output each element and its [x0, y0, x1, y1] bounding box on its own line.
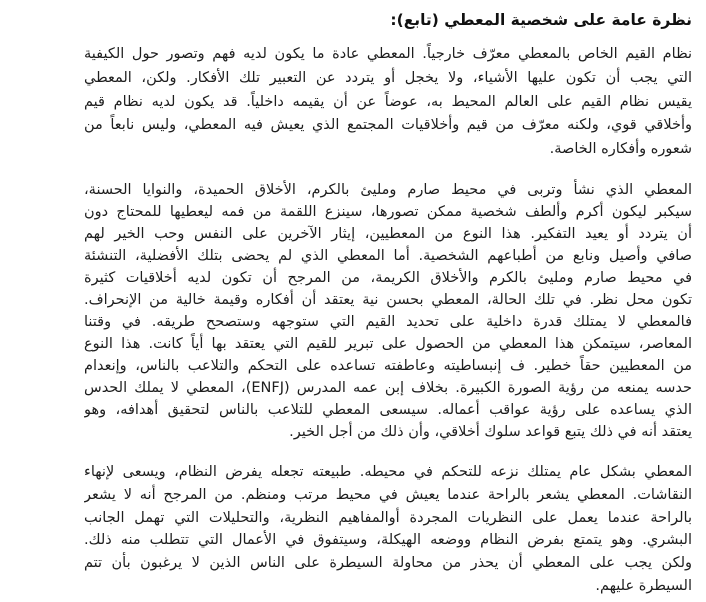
paragraph-line: وأخلاقي قوي، ولكنه معرّف من قيم وأخلاقيات المجتمع الذي يعيش فيه المعطي، وليس نابعاً من — [84, 117, 692, 134]
paragraph-line: صافي وأصيل ونابع من أطباعهم الشخصية. أما المعطي الذي لم يحضى بتلك الأفضلية، التنشئة — [84, 248, 692, 264]
paragraph-3 — [84, 461, 692, 598]
paragraph-line: بالراحة عندما يعمل على النظريات المجردة أوالمفاهيم النظرية، والتحليلات التي تهمل الجانب — [84, 509, 692, 526]
paragraph-line: نظام القيم الخاص بالمعطي معرّف خارجياً. المعطي عادة ما يكون لديه فهم وتصور حول الكيفية — [84, 46, 692, 62]
paragraph-line: شعوره وأفكاره الخاصة. — [549, 141, 692, 157]
section-title: نظرة عامة على شخصية المعطي (تابع): — [390, 11, 692, 29]
paragraph-line: سيكبر ليكون أكرم وألطف شخصية ممكن تصورها، سينزع اللقمة من فمه ليعطيها للمحتاج دون — [84, 204, 692, 220]
paragraph-2 — [84, 179, 692, 443]
paragraph-line: النقاشات. المعطي يشعر بالراحة عندما يعيش في محيط مرتب ومنظم. من المرجح أنه لا يشعر — [84, 486, 692, 503]
paragraph-line: أن يتردد أو يعيد التفكير. هذا النوع من المعطيين، إيثار الآخرين على النفس وحب الخير لهم — [84, 226, 692, 242]
paragraph-line: من المعطيين حقاً خطير. ف إنبساطيته وعاطفته تساعده على التحكم والتلاعب بالناس، وإنعدام — [84, 358, 692, 374]
document-page — [84, 0, 692, 602]
paragraph-1 — [84, 43, 692, 162]
paragraph-line: السيطرة عليهم. — [595, 577, 692, 594]
paragraph-line: تكون محل نظر. في تلك الحالة، المعطي بحسن نية يعتقد أن أفكاره وقيمة خالية من الإنحراف. — [84, 292, 692, 308]
paragraph-line: في محيط صارم ومليئ بالكرم والأخلاق الكريمة، من المرجح أن تكون لديه أخلاقيات كثيرة — [84, 270, 692, 286]
paragraph-line: الذي يساعده على رؤية عواقب أعماله. سيسعى المعطي للتلاعب بالناس لتحقيق أهدافه، وهو — [84, 402, 692, 418]
paragraph-line: فالمعطي لا يمتلك قدرة داخلية على تحديد القيم التي ستوجهه وستصحح طريقه. في وقتنا — [84, 314, 692, 330]
paragraph-line: حدسه يمنعه من رؤية الصورة الكبيرة. بخلاف إبن عمه المدرس (ENFJ)، المعطي لا يملك الحدس — [84, 380, 692, 396]
paragraph-line: المعاصر، سيتمكن هذا المعطي من الحصول على تبرير للقيم التي يعتقد بها أياً كانت. هذا النوع — [84, 336, 692, 352]
paragraph-line: المعطي الذي نشأ وتربى في محيط صارم ومليئ بالكرم، الأخلاق الحميدة، والنوايا الحسنة، — [84, 182, 692, 198]
paragraph-line: البشري. وهو يتمتع بفرض النظام ووضعه الهيكلة، وسيتفوق في الأعمال التي تتطلب منه ذلك. — [84, 532, 692, 549]
paragraph-line: يقيس نظام القيم على العالم المحيط به، عوضاً عن أن يقيمه داخلياً. قد يكون لديه نظام قيم — [84, 93, 692, 110]
paragraph-line: ولكن يجب على المعطي أن يحذر من محاولة السيطرة على الناس الذين لا يرغبون بأن تتم — [84, 555, 692, 572]
paragraph-line: يعتقد أنه في ذلك يتبع قواعد سلوك أخلاقي، وأن ذلك من أجل الخير. — [289, 424, 692, 440]
paragraph-line: المعطي بشكل عام يمتلك نزعه للتحكم في محيطه. طبيعته تجعله يفرض النظام، ويسعى لإنهاء — [84, 464, 692, 480]
paragraph-line: التي يجب أن تكون عليها الأشياء، ولا يخجل أو يتردد عن التعبير تلك الأفكار. ولكن، المعطي — [84, 69, 692, 86]
